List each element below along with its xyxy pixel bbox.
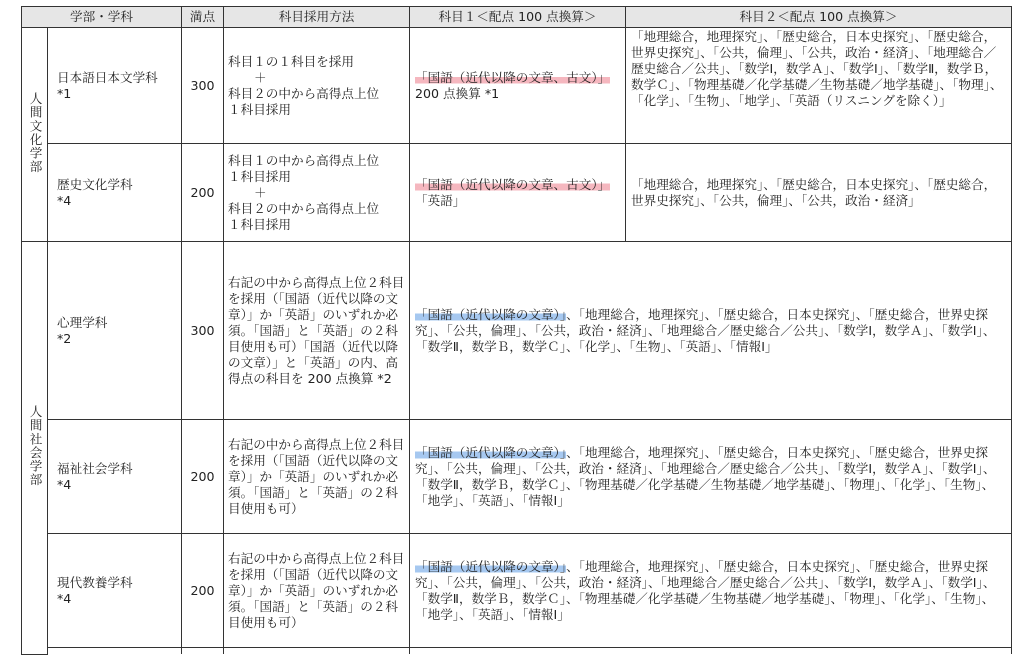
highlight-blue: 「国語（近代以降の文章）」 xyxy=(415,558,567,574)
admission-table xyxy=(21,6,1012,655)
dept-cell xyxy=(48,534,182,648)
header-full-score: 満点 xyxy=(182,7,224,28)
method-cell: 科目１の中から高得点上位 １科目採用 ＋ 科目２の中から高得点上位 １科目採用 xyxy=(224,144,410,242)
method-cell: 科目１の１科目を採用 ＋ 科目２の中から高得点上位 １科目採用 xyxy=(224,28,410,144)
subjects-cell: 「国語（近代以降の文章）」、「地理総合，地理探究」、「歴史総合，日本史探究」、「歴史総合，世界史探究」、「公共，倫理」、「公共，政治・経済」、「地理総合／歴史総合／公共」、「数学Ⅰ，数学Ａ」、「数学Ⅰ」、「数学Ⅱ，数学Ｂ，数学Ｃ」、「化学」、「生物」、「英語」、「情報Ⅰ」 xyxy=(410,242,1012,420)
dept-note: *4 xyxy=(57,590,72,606)
highlight-red: 「国語（近代以降の文章、古文）」 xyxy=(415,69,611,85)
subject1-cell: 「国語（近代以降の文章、古文）」 200 点換算 *1 xyxy=(410,28,626,144)
header-faculty-dept: 学部・学科 xyxy=(22,7,182,28)
dept-cell xyxy=(48,28,182,144)
table-row-cutoff xyxy=(22,648,1012,655)
highlight-blue: 「国語（近代以降の文章）」 xyxy=(415,306,567,322)
score-cell: 300 xyxy=(182,28,224,144)
subjects-cell: 「国語（近代以降の文章）」、「地理総合，地理探究」、「歴史総合，日本史探究」、「歴史総合，世界史探究」、「公共，倫理」、「公共，政治・経済」、「地理総合／歴史総合／公共」、「数学Ⅰ，数学Ａ」、「数学Ⅰ」、「数学Ⅱ，数学Ｂ，数学Ｃ」、「物理基礎／化学基礎／生物基礎／地学基礎」、「物理」、「化学」、「生物」、「地学」、「英語」、「情報Ⅰ」 xyxy=(410,534,1012,648)
header-subject1: 科目１＜配点 100 点換算＞ xyxy=(410,7,626,28)
subject1-cell: 「国語（近代以降の文章、古文）」 「英語」 xyxy=(410,144,626,242)
table-row xyxy=(22,144,1012,242)
highlight-blue: 「国語（近代以降の文章）」 xyxy=(415,444,567,460)
table-row xyxy=(22,534,1012,648)
highlight-red: 「国語（近代以降の文章、古文）」 xyxy=(415,176,611,192)
dept-note: *4 xyxy=(57,192,72,208)
table-row xyxy=(22,420,1012,534)
dept-name: 心理学科 xyxy=(57,314,108,330)
header-subject2: 科目２＜配点 100 点換算＞ xyxy=(626,7,1012,28)
table-row xyxy=(22,28,1012,144)
dept-name: 日本語日本文学科 xyxy=(57,69,158,85)
score-cell: 300 xyxy=(182,242,224,420)
score-cell: 200 xyxy=(182,534,224,648)
method-cell: 右記の中から高得点上位２科目を採用（「国語（近代以降の文章）」か「英語」のいずれか必須。「国語」と「英語」の２科目使用も可） xyxy=(224,420,410,534)
header-method: 科目採用方法 xyxy=(224,7,410,28)
subjects-cell: 「国語（近代以降の文章）」、「地理総合，地理探究」、「歴史総合，日本史探究」、「歴史総合，世界史探究」、「公共，倫理」、「公共，政治・経済」、「地理総合／歴史総合／公共」、「数学Ⅰ，数学Ａ」、「数学Ⅰ」、「数学Ⅱ，数学Ｂ，数学Ｃ」、「物理基礎／化学基礎／生物基礎／地学基礎」、「物理」、「化学」、「生物」、「地学」、「英語」、「情報Ⅰ」 xyxy=(410,420,1012,534)
dept-cell xyxy=(48,144,182,242)
dept-note: *4 xyxy=(57,476,72,492)
method-cell: 右記の中から高得点上位２科目を採用（「国語（近代以降の文章）」か「英語」のいずれか必須。「国語」と「英語」の２科目使用も可）「国語（近代以降の文章）」と「英語」の内、高得点の科目を 200 点換算 *2 xyxy=(224,242,410,420)
score-cell: 200 xyxy=(182,420,224,534)
faculty-social: 人間社会学部 xyxy=(22,242,48,655)
table-header-row xyxy=(22,7,1012,28)
subject2-cell: 「地理総合，地理探究」、「歴史総合，日本史探究」、「歴史総合，世界史探究」、「公共，倫理」、「公共，政治・経済」 xyxy=(626,144,1012,242)
subject2-cell: 「地理総合，地理探究」、「歴史総合，日本史探究」、「歴史総合，世界史探究」、「公共，倫理」、「公共，政治・経済」、「地理総合／歴史総合／公共」、「数学Ⅰ，数学Ａ」、「数学Ⅰ」、「数学Ⅱ，数学Ｂ，数学Ｃ」、「物理基礎／化学基礎／生物基礎／地学基礎」、「物理」、「化学」、「生物」、「地学」、「英語（リスニングを除く）」 xyxy=(626,28,1012,144)
method-cell: 右記の中から高得点上位２科目を採用（「国語（近代以降の文章）」か「英語」のいずれか必須。「国語」と「英語」の２科目使用も可） xyxy=(224,534,410,648)
dept-note: *2 xyxy=(57,330,72,346)
dept-name: 現代教養学科 xyxy=(57,574,133,590)
dept-note: *1 xyxy=(57,85,72,101)
score-cell: 200 xyxy=(182,144,224,242)
dept-cell xyxy=(48,242,182,420)
dept-name: 歴史文化学科 xyxy=(57,176,133,192)
faculty-humanities: 人間文化学部 xyxy=(22,28,48,242)
dept-cell xyxy=(48,420,182,534)
dept-name: 福祉社会学科 xyxy=(57,460,133,476)
table-row xyxy=(22,242,1012,420)
